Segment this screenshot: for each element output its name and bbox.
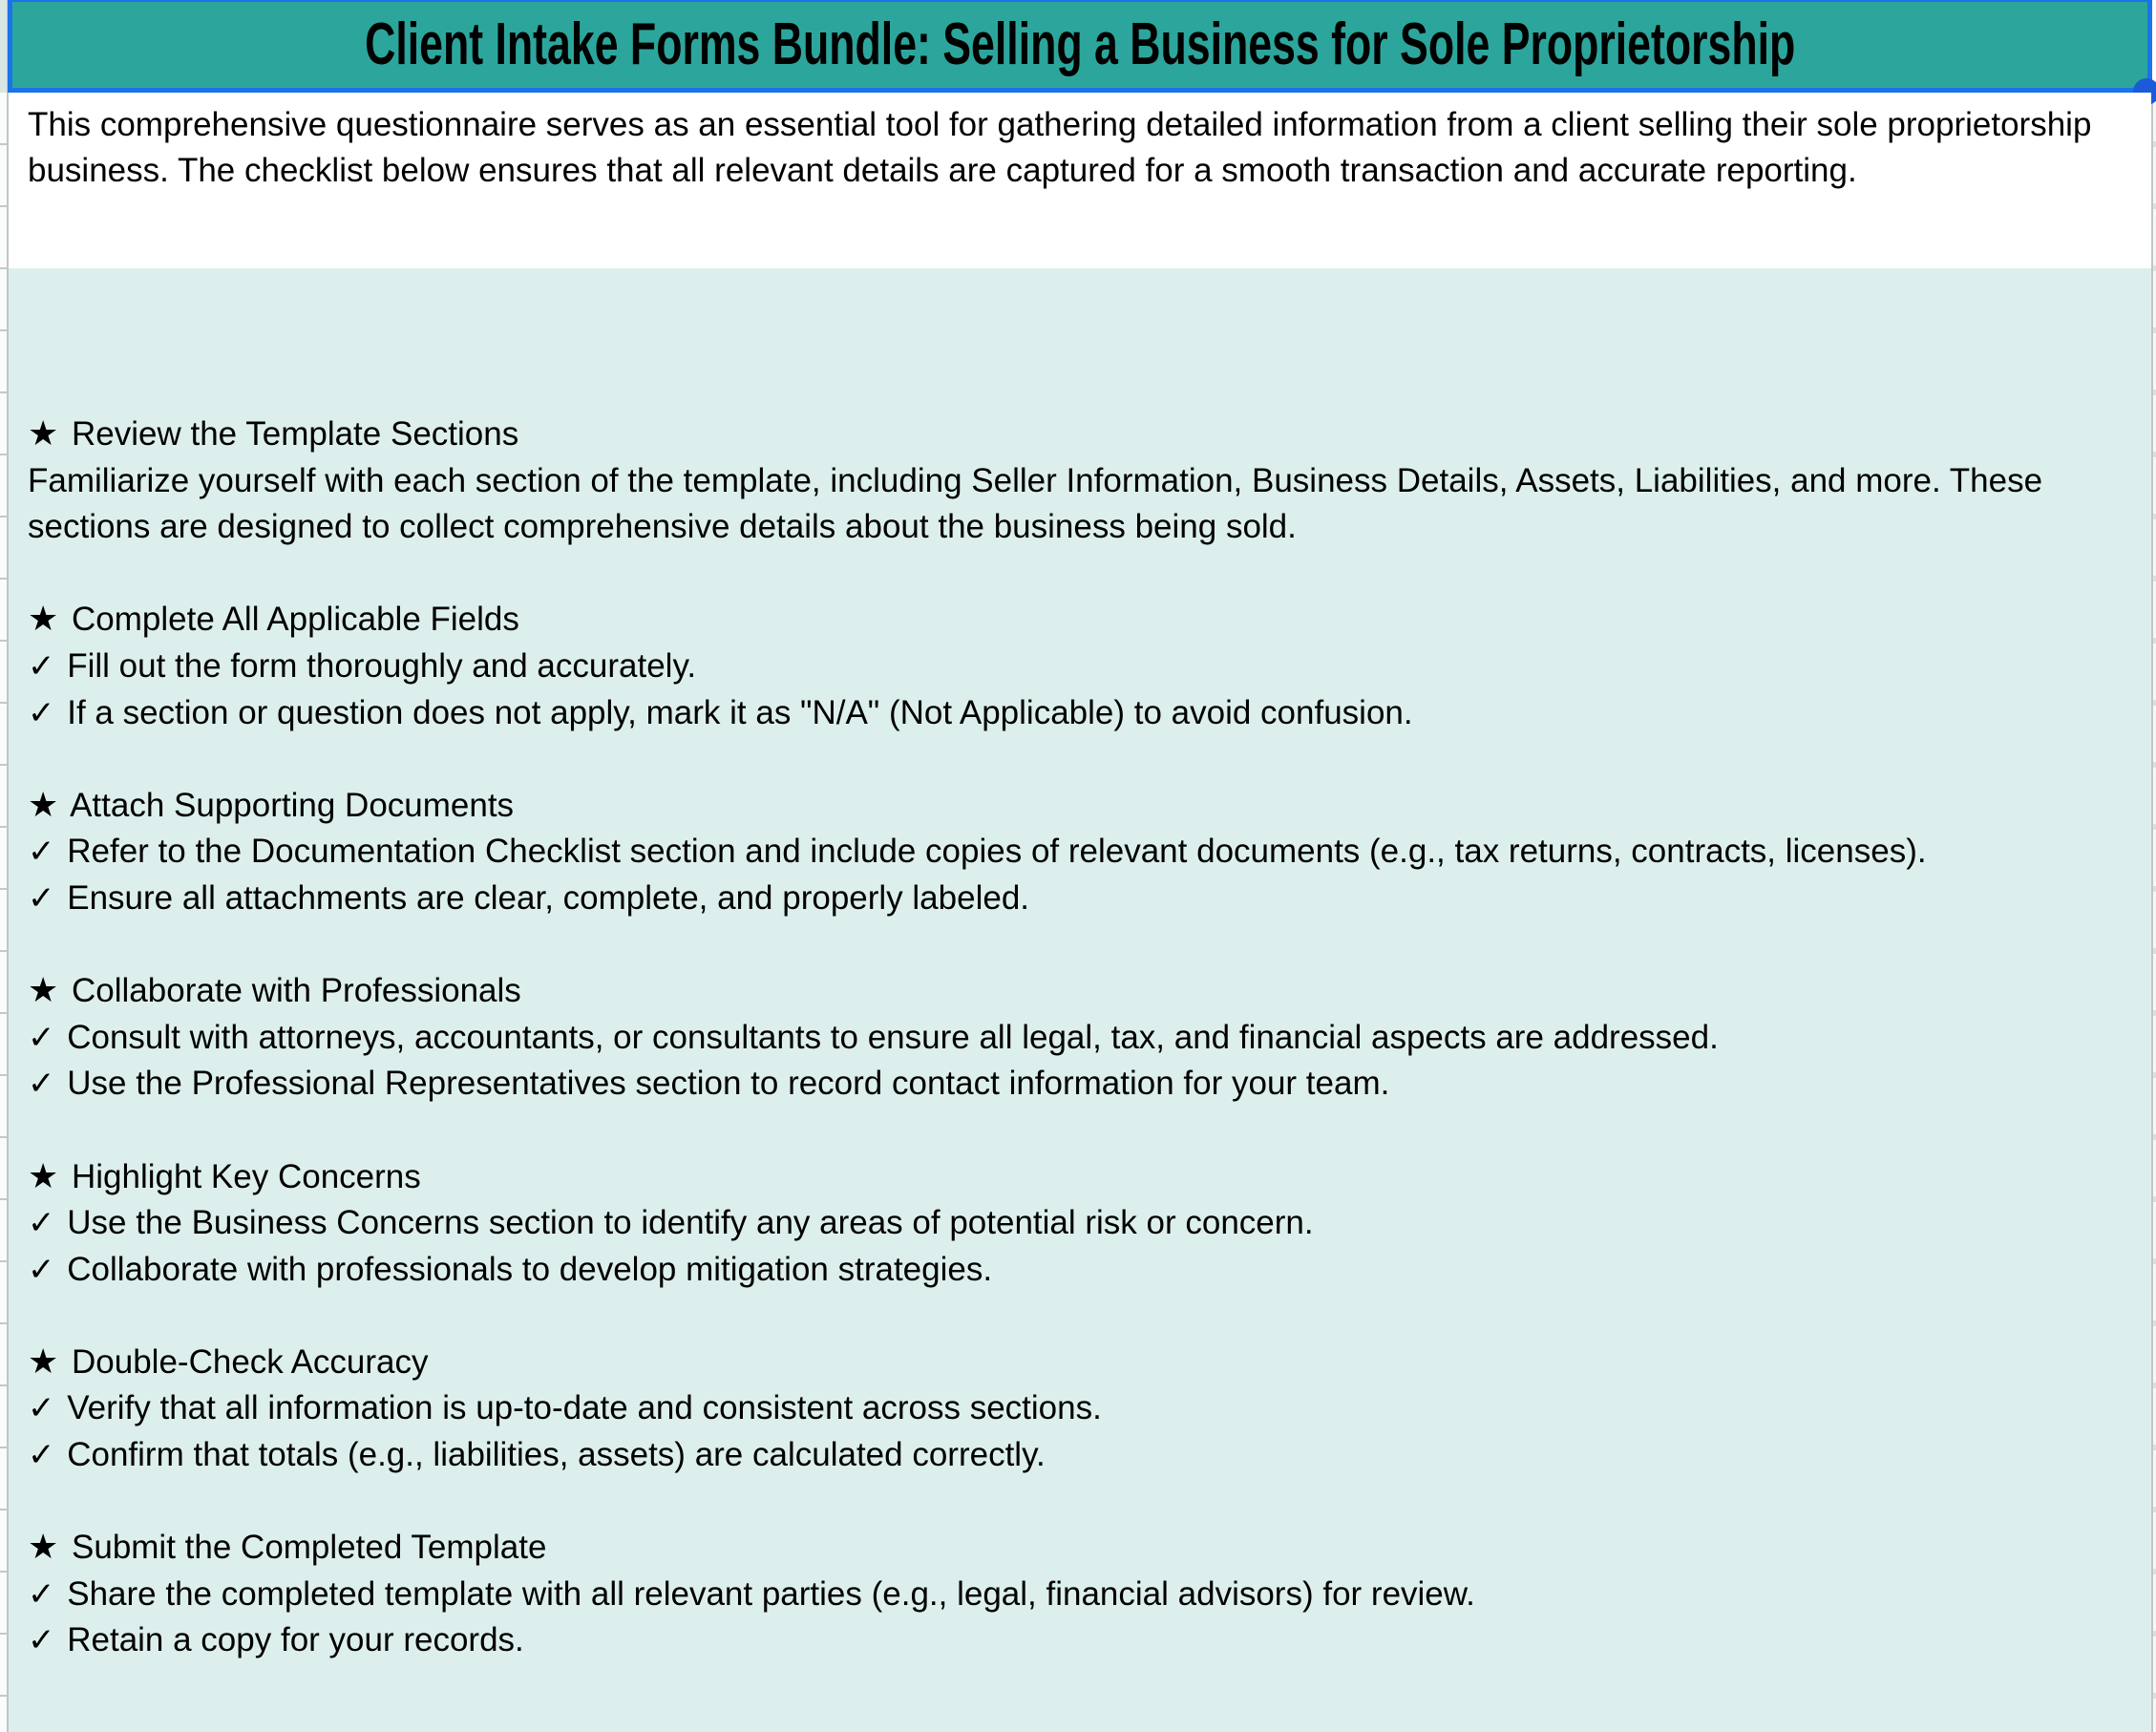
checklist-item: ✓ Use the Professional Representatives section to record contact information for your team. xyxy=(28,1065,1390,1104)
row-tick xyxy=(0,391,7,393)
row-tick xyxy=(0,702,7,704)
check-icon: ✓ xyxy=(28,1436,58,1475)
row-tick xyxy=(0,640,7,642)
checklist-item: Familiarize yourself with each section of the template, including Seller Information, Business Details, Assets, Liabilities, and more. These sections are designed to collect comprehensive details about the business being sold. xyxy=(28,461,2043,546)
page-title: Client Intake Forms Bundle: Selling a Business for Sole Proprietorship xyxy=(364,11,1796,77)
intro-cell[interactable] xyxy=(9,93,2151,268)
check-icon: ✓ xyxy=(28,833,58,872)
section-heading: ★ Collaborate with Professionals xyxy=(28,971,521,1011)
checklist-section xyxy=(28,1525,2145,1664)
intro-paragraph: This comprehensive questionnaire serves as an essential tool for gathering detailed information from a client selling their sole proprietorship business. The checklist below ensures that all relevant details are captured for a smooth transaction and accurate reporting. xyxy=(28,106,2092,189)
selected-title-cell[interactable] xyxy=(8,0,2152,93)
section-heading: ★ Submit the Completed Template xyxy=(28,1528,547,1568)
row-tick xyxy=(0,826,7,828)
check-icon: ✓ xyxy=(28,1018,58,1057)
checklist xyxy=(28,412,2145,1664)
row-tick xyxy=(0,1571,7,1573)
row-tick xyxy=(0,764,7,766)
column-gridline-right xyxy=(2151,93,2153,1732)
row-tick xyxy=(0,267,7,269)
row-tick xyxy=(0,205,7,207)
section-heading: ★ Complete All Applicable Fields xyxy=(28,600,519,640)
row-tick xyxy=(0,143,7,145)
check-icon: ✓ xyxy=(28,1389,58,1428)
left-column-sliver xyxy=(0,0,7,1732)
star-icon: ★ xyxy=(28,1341,63,1382)
checklist-item: ✓ If a section or question does not apply, mark it as "N/A" (Not Applicable) to avoid confusion. xyxy=(28,693,1413,732)
checklist-item: ✓ Share the completed template with all relevant parties (e.g., legal, financial advisors) for review. xyxy=(28,1574,1475,1614)
section-heading: ★ Attach Supporting Documents xyxy=(28,785,515,825)
row-tick xyxy=(0,1012,7,1014)
section-heading: ★ Highlight Key Concerns xyxy=(28,1156,421,1196)
check-icon: ✓ xyxy=(28,1621,58,1660)
checklist-item: ✓ Confirm that totals (e.g., liabilities, assets) are calculated correctly. xyxy=(28,1436,1046,1475)
checklist-section xyxy=(28,412,2145,551)
row-tick xyxy=(0,1695,7,1697)
row-tick xyxy=(0,1447,7,1448)
row-tick xyxy=(0,1509,7,1510)
checklist-section xyxy=(28,968,2145,1108)
star-icon: ★ xyxy=(28,414,63,454)
star-icon: ★ xyxy=(28,1528,63,1568)
checklist-section xyxy=(28,1340,2145,1479)
row-tick xyxy=(0,1384,7,1386)
star-icon: ★ xyxy=(28,971,63,1011)
row-tick xyxy=(0,1260,7,1262)
section-heading: ★ Double-Check Accuracy xyxy=(28,1341,429,1382)
check-icon: ✓ xyxy=(28,1574,58,1614)
check-icon: ✓ xyxy=(28,878,58,918)
checklist-item: ✓ Fill out the form thoroughly and accurately. xyxy=(28,646,697,686)
star-icon: ★ xyxy=(28,785,63,825)
checklist-item: ✓ Verify that all information is up-to-date and consistent across sections. xyxy=(28,1389,1102,1428)
row-tick xyxy=(0,950,7,952)
row-tick xyxy=(0,1198,7,1200)
row-tick xyxy=(0,516,7,517)
row-tick xyxy=(0,1136,7,1138)
checklist-section xyxy=(28,783,2145,922)
row-tick xyxy=(0,454,7,455)
row-tick xyxy=(0,1074,7,1076)
star-icon: ★ xyxy=(28,1156,63,1196)
row-tick xyxy=(0,329,7,331)
check-icon: ✓ xyxy=(28,1065,58,1104)
check-icon: ✓ xyxy=(28,646,58,686)
checklist-cell[interactable] xyxy=(9,268,2151,1732)
checklist-item: ✓ Use the Business Concerns section to identify any areas of potential risk or concern. xyxy=(28,1204,1314,1243)
row-tick xyxy=(0,1322,7,1324)
check-icon: ✓ xyxy=(28,1250,58,1289)
row-tick xyxy=(0,888,7,890)
checklist-item: ✓ Consult with attorneys, accountants, or consultants to ensure all legal, tax, and financial aspects are addressed. xyxy=(28,1018,1719,1057)
check-icon: ✓ xyxy=(28,693,58,732)
row-tick xyxy=(0,1633,7,1635)
checklist-item: ✓ Retain a copy for your records. xyxy=(28,1621,524,1660)
checklist-section xyxy=(28,1154,2145,1294)
checklist-item: ✓ Refer to the Documentation Checklist section and include copies of relevant documents (e.g., tax returns, contracts, licenses). xyxy=(28,833,1927,872)
row-tick xyxy=(0,578,7,580)
check-icon: ✓ xyxy=(28,1204,58,1243)
checklist-section xyxy=(28,597,2145,736)
star-icon: ★ xyxy=(28,600,63,640)
section-heading: ★ Review the Template Sections xyxy=(28,414,519,454)
checklist-item: ✓ Collaborate with professionals to develop mitigation strategies. xyxy=(28,1250,993,1289)
checklist-item: ✓ Ensure all attachments are clear, complete, and properly labeled. xyxy=(28,878,1030,918)
